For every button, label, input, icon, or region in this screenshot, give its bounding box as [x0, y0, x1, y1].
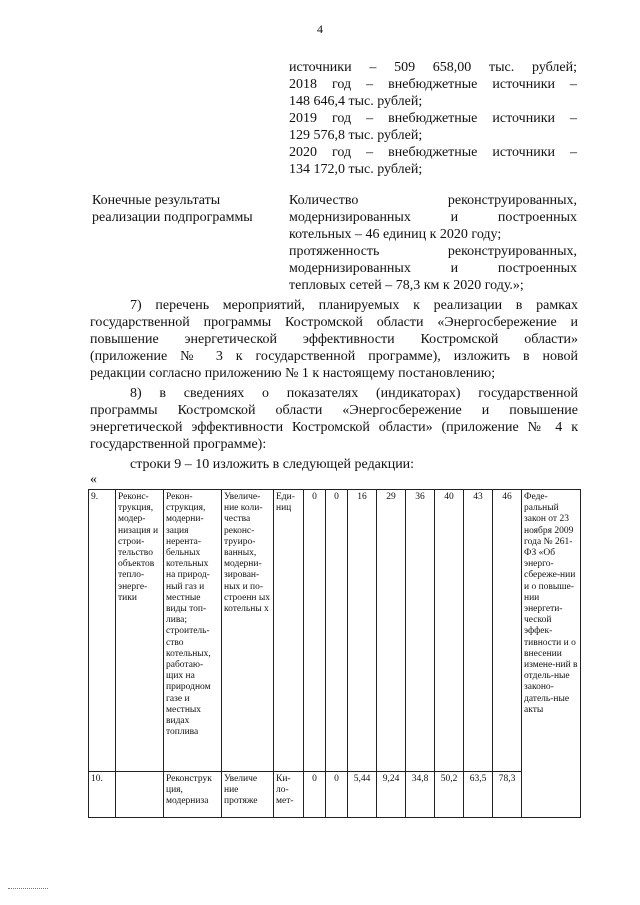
indicator-name: Увеличе ние протяже [222, 772, 274, 818]
value-cell: 43 [464, 490, 493, 772]
value-cell: 16 [348, 490, 377, 772]
results-label-line: реализации подпрограммы [92, 210, 253, 225]
value-cell: 29 [377, 490, 406, 772]
results-line: котельных – 46 единиц к 2020 году; [289, 227, 502, 242]
open-quote: « [90, 472, 97, 487]
results-label [92, 192, 282, 226]
item-7-line: (приложение № 3 к государственной программе), изложить в новой [90, 349, 578, 364]
indicators-table [88, 489, 581, 818]
funding-line: 148 646,4 тыс. рублей; [289, 94, 423, 109]
value-cell: 0 [304, 490, 326, 772]
funding-line: 2020 год – внебюджетные источники – [289, 145, 577, 160]
event-name [116, 772, 164, 818]
value-cell: 46 [493, 490, 522, 772]
item-7-line: государственной программы Костромской области «Энергосбережение и [90, 315, 578, 330]
item-8-line: 8) в сведениях о показателях (индикаторах) государственной [130, 386, 578, 401]
unit-cell: Ки-ло-мет- [274, 772, 304, 818]
measure-name: Рекон-струкция, модерни-зация нерента-бельных котельных на природ-ный газ и местные виды топ-лива; строитель-ство котельных, работаю-щих на природном газе и местных видах топлива [164, 490, 222, 772]
value-cell: 36 [406, 490, 435, 772]
results-block [289, 192, 577, 294]
item-7-line: повышение энергетической эффективности Костромской области» [90, 332, 578, 347]
value-cell: 40 [435, 490, 464, 772]
item-7-paragraph [90, 297, 578, 382]
results-line: модернизированных и построенных [289, 261, 577, 276]
results-label-line: Конечные результаты [92, 193, 221, 208]
results-line: протяженность реконструированных, [289, 244, 577, 259]
item-8-line: энергетической эффективности Костромской области» (приложение № 4 к [90, 420, 578, 435]
law-reference: Феде-ральный закон от 23 ноября 2009 года № 261-ФЗ «Об энерго-сбереже-нии и о повыше-нии энергети-ческой эффек-тивности и о внесении измене-ний в отдель-ные законо-датель-ные акты [522, 490, 581, 818]
item-7-line: 7) перечень мероприятий, планируемых к реализации в рамках [130, 298, 578, 313]
value-cell: 5,44 [348, 772, 377, 818]
item-8-line: государственной программе): [90, 437, 267, 452]
page-number: 4 [317, 22, 323, 36]
table-row [89, 490, 581, 772]
item-7-line: редакции согласно приложению № 1 к настоящему постановлению; [90, 366, 496, 381]
results-line: модернизированных и построенных [289, 210, 577, 225]
event-name: Реконс-трукция, модер-низация и строи-тельство объектов тепло-энерге-тики [116, 490, 164, 772]
unit-cell: Еди-ниц [274, 490, 304, 772]
funding-line: источники – 509 658,00 тыс. рублей; [289, 60, 577, 75]
funding-block [289, 59, 577, 178]
funding-line: 134 172,0 тыс. рублей; [289, 162, 423, 177]
value-cell: 0 [326, 490, 348, 772]
value-cell: 0 [326, 772, 348, 818]
results-line: тепловых сетей – 78,3 км к 2020 году.»; [289, 278, 524, 293]
funding-line: 129 576,8 тыс. рублей; [289, 128, 423, 143]
row-number: 10. [89, 772, 116, 818]
value-cell: 9,24 [377, 772, 406, 818]
item-8-paragraph [90, 385, 578, 453]
item-8-line: программы Костромской области «Энергосбережение и повышение [90, 403, 578, 418]
value-cell: 78,3 [493, 772, 522, 818]
row-number: 9. [89, 490, 116, 772]
rows-instruction: строки 9 – 10 изложить в следующей редакции: [130, 457, 415, 472]
scan-mark [8, 888, 48, 890]
funding-line: 2018 год – внебюджетные источники – [289, 77, 577, 92]
value-cell: 0 [304, 772, 326, 818]
results-line: Количество реконструированных, [289, 193, 577, 208]
value-cell: 50,2 [435, 772, 464, 818]
table-row [89, 772, 581, 818]
indicator-name: Увеличе-ние коли-чества реконс-труиро-ванных, модерни-зирован-ных и по-строенн ых котельны х [222, 490, 274, 772]
measure-name: Реконструк ция, модерниза [164, 772, 222, 818]
funding-line: 2019 год – внебюджетные источники – [289, 111, 577, 126]
value-cell: 34,8 [406, 772, 435, 818]
value-cell: 63,5 [464, 772, 493, 818]
